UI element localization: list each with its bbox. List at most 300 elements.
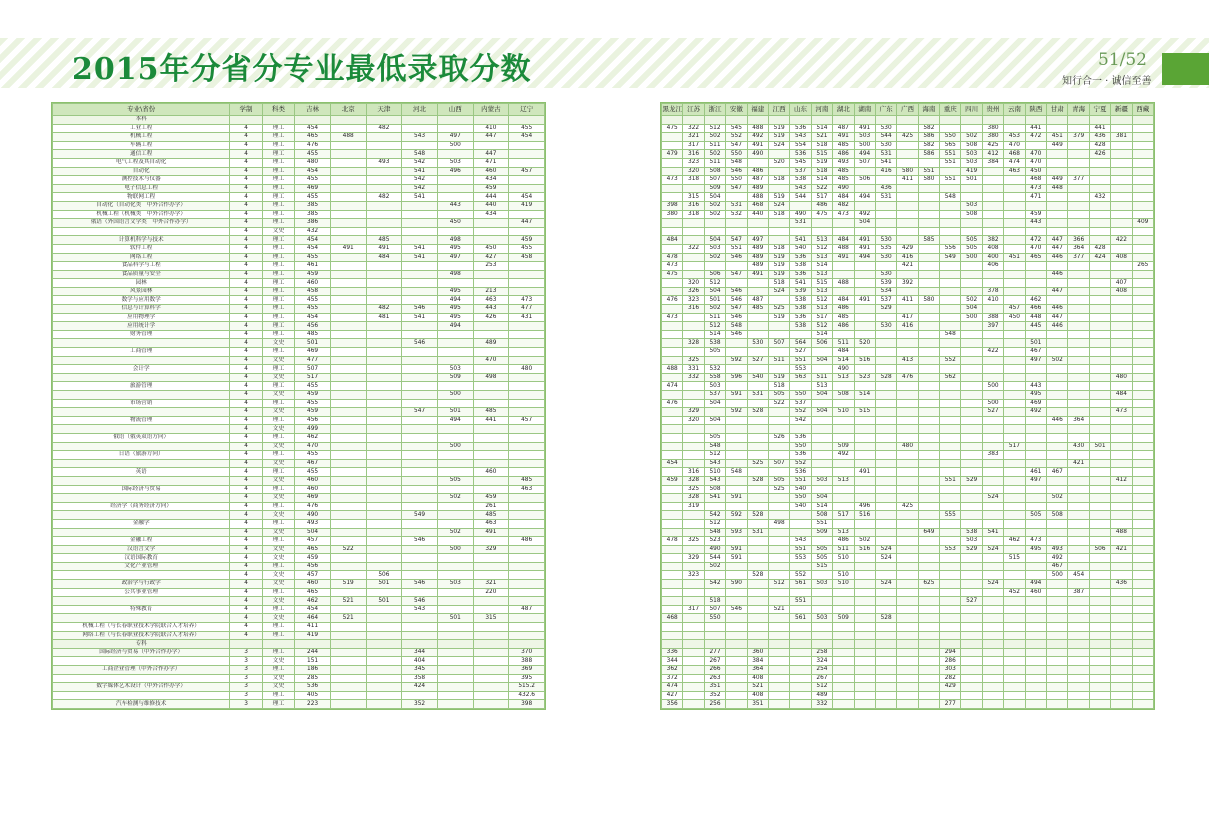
score-cell: 547 [726,184,747,193]
score-cell [918,244,939,253]
score-cell: 409 [1132,219,1153,228]
score-cell [330,511,366,520]
score-cell [897,236,918,245]
score-cell: 500 [982,399,1003,408]
score-cell [833,631,854,640]
score-cell [982,193,1003,202]
score-cell [509,580,545,589]
score-cell: 502 [437,494,473,503]
score-cell [1089,305,1110,314]
score-cell [1025,116,1046,125]
score-cell [330,124,366,133]
score-cell: 591 [726,545,747,554]
score-cell: 436 [875,184,896,193]
score-cell [662,116,683,125]
score-cell [509,141,545,150]
score-cell: 362 [662,666,683,675]
score-cell [833,640,854,649]
score-cell [897,124,918,133]
score-cell [402,365,438,374]
score-cell [402,468,438,477]
major-name-cell: 政治学与行政学 [53,580,230,589]
score-cell: 459 [295,391,331,400]
score-cell [875,210,896,219]
score-cell: 4 [230,485,262,494]
score-cell: 542 [402,176,438,185]
score-cell: 491 [833,133,854,142]
score-cell [833,691,854,700]
score-cell [982,657,1003,666]
score-cell: 543 [790,133,811,142]
score-cell [940,236,961,245]
score-cell: 406 [982,262,1003,271]
score-cell: 理工 [262,382,294,391]
score-cell: 502 [704,305,725,314]
score-cell [897,519,918,528]
score-cell [473,365,509,374]
score-cell [961,408,982,417]
table-row [53,425,545,434]
score-cell [509,433,545,442]
table-row [53,287,545,296]
score-cell [704,116,725,125]
score-cell: 529 [875,305,896,314]
score-cell [854,416,875,425]
score-cell [1132,227,1153,236]
score-cell [897,631,918,640]
score-cell: 499 [295,425,331,434]
score-cell: 512 [704,519,725,528]
score-cell [1068,562,1089,571]
score-cell: 4 [230,476,262,485]
score-cell: 490 [833,365,854,374]
score-cell [473,571,509,580]
score-cell: 482 [833,201,854,210]
score-cell [662,408,683,417]
score-cell [982,416,1003,425]
score-cell: 550 [790,494,811,503]
score-cell [1132,459,1153,468]
score-cell: 503 [961,150,982,159]
score-cell: 理工 [262,605,294,614]
score-cell [961,502,982,511]
score-cell [1025,528,1046,537]
score-cell: 4 [230,391,262,400]
score-cell [918,691,939,700]
score-cell [897,657,918,666]
score-cell: 485 [833,313,854,322]
score-cell: 505 [704,433,725,442]
score-cell [918,184,939,193]
score-cell [918,348,939,357]
score-cell [366,150,402,159]
score-cell [897,674,918,683]
score-cell [1111,141,1132,150]
column-header: 辽宁 [509,104,545,116]
score-cell: 436 [1089,133,1110,142]
score-cell: 561 [790,614,811,623]
score-cell: 文史 [262,476,294,485]
score-cell [1025,330,1046,339]
score-cell [854,116,875,125]
score-cell: 理工 [262,236,294,245]
table-row [662,201,1154,210]
score-cell [1111,657,1132,666]
score-cell: 323 [683,158,704,167]
score-cell: 504 [854,219,875,228]
score-cell: 550 [940,133,961,142]
score-cell [940,339,961,348]
table-row [662,537,1154,546]
score-cell [683,451,704,460]
score-cell: 文史 [262,674,294,683]
score-cell [1025,657,1046,666]
score-cell: 理工 [262,305,294,314]
score-cell: 546 [402,580,438,589]
major-name-cell [53,571,230,580]
score-cell [940,287,961,296]
score-cell [1068,554,1089,563]
score-cell [366,365,402,374]
score-cell [854,580,875,589]
score-cell [1004,287,1025,296]
table-row [53,133,545,142]
score-cell: 398 [662,201,683,210]
score-cell: 473 [833,210,854,219]
score-cell [961,322,982,331]
score-cell [473,666,509,675]
table-row [53,348,545,357]
score-cell [811,571,832,580]
score-cell: 4 [230,236,262,245]
score-cell: 364 [747,666,768,675]
score-cell [768,528,789,537]
score-cell [1004,399,1025,408]
score-cell [918,562,939,571]
score-cell [854,399,875,408]
score-cell: 528 [747,408,768,417]
score-cell: 478 [662,253,683,262]
score-cell [768,614,789,623]
score-cell: 491 [747,270,768,279]
score-cell: 429 [940,683,961,692]
score-cell [982,674,1003,683]
score-cell [1047,167,1068,176]
score-cell [1004,330,1025,339]
score-cell [854,640,875,649]
score-cell [1111,537,1132,546]
score-cell [509,468,545,477]
score-cell: 472 [1025,133,1046,142]
score-cell [768,502,789,511]
score-cell: 448 [1047,184,1068,193]
score-cell [918,519,939,528]
score-cell [982,305,1003,314]
score-cell: 522 [330,545,366,554]
score-cell [747,227,768,236]
score-cell: 4 [230,150,262,159]
major-name-cell: 英语 [53,468,230,477]
score-cell [875,674,896,683]
score-cell [473,537,509,546]
score-cell [1004,648,1025,657]
table-row [53,193,545,202]
score-cell: 521 [811,133,832,142]
score-cell: 546 [726,167,747,176]
score-cell: 454 [509,193,545,202]
score-cell [982,270,1003,279]
score-cell [509,399,545,408]
score-cell [1132,116,1153,125]
score-cell [1089,313,1110,322]
score-cell: 465 [295,545,331,554]
score-cell [1089,348,1110,357]
score-cell [262,116,294,125]
score-cell [437,399,473,408]
score-cell: 519 [768,270,789,279]
table-row [662,227,1154,236]
score-cell [1004,124,1025,133]
score-cell: 理工 [262,623,294,632]
score-cell [768,219,789,228]
score-cell: 496 [854,502,875,511]
score-cell [1111,210,1132,219]
score-cell [1025,597,1046,606]
score-cell: 476 [662,296,683,305]
score-cell: 528 [747,476,768,485]
table-row [53,167,545,176]
score-cell: 500 [1047,571,1068,580]
score-cell [683,528,704,537]
score-cell: 519 [330,580,366,589]
score-cell: 320 [683,279,704,288]
score-cell: 546 [402,339,438,348]
score-cell: 447 [473,133,509,142]
score-cell [437,648,473,657]
score-cell [768,588,789,597]
score-cell: 454 [295,236,331,245]
score-cell [1111,382,1132,391]
score-cell [1068,270,1089,279]
score-cell [790,382,811,391]
score-cell: 586 [918,133,939,142]
score-cell: 513 [833,476,854,485]
table-row [662,219,1154,228]
score-cell [1132,519,1153,528]
score-cell: 4 [230,597,262,606]
score-cell: 462 [1025,296,1046,305]
score-cell: 4 [230,459,262,468]
score-cell [1089,511,1110,520]
score-cell [1047,399,1068,408]
score-cell [402,425,438,434]
score-cell [1132,640,1153,649]
score-cell [473,442,509,451]
score-cell [854,476,875,485]
score-cell [918,210,939,219]
score-cell [1004,640,1025,649]
score-cell: 447 [1047,313,1068,322]
score-cell [726,459,747,468]
score-cell [918,545,939,554]
major-name-cell: 自动化 [53,167,230,176]
score-cell [437,184,473,193]
score-cell [1004,623,1025,632]
score-cell [662,554,683,563]
score-cell [961,519,982,528]
score-cell [833,666,854,675]
score-cell [330,296,366,305]
score-cell: 444 [473,193,509,202]
score-cell [854,614,875,623]
score-cell: 518 [768,176,789,185]
score-cell [1025,631,1046,640]
score-cell [961,219,982,228]
score-cell [854,270,875,279]
score-cell: 4 [230,519,262,528]
score-cell: 416 [875,167,896,176]
score-cell: 400 [982,253,1003,262]
score-cell: 504 [295,528,331,537]
score-cell [402,330,438,339]
table-row [53,244,545,253]
column-header: 西藏 [1132,104,1153,116]
score-cell [918,339,939,348]
score-cell [1047,623,1068,632]
major-name-cell [53,476,230,485]
score-cell [790,201,811,210]
score-cell [726,597,747,606]
score-cell [982,459,1003,468]
score-cell [918,571,939,580]
score-cell [437,511,473,520]
score-cell: 理工 [262,141,294,150]
score-cell: 561 [790,580,811,589]
score-cell: 582 [918,141,939,150]
score-cell: 463 [509,485,545,494]
score-cell [1047,614,1068,623]
table-row [662,313,1154,322]
score-cell [1111,614,1132,623]
score-cell [918,468,939,477]
score-cell: 541 [402,244,438,253]
table-row [53,537,545,546]
score-cell: 502 [704,133,725,142]
score-cell [875,408,896,417]
score-cell [811,640,832,649]
score-cell [1068,287,1089,296]
score-cell [1132,537,1153,546]
score-cell [330,623,366,632]
table-row [53,451,545,460]
score-cell: 4 [230,296,262,305]
score-cell: 503 [437,580,473,589]
score-cell: 321 [683,133,704,142]
score-cell [1025,571,1046,580]
score-cell [437,691,473,700]
score-cell [1047,193,1068,202]
score-cell: 文史 [262,528,294,537]
score-cell: 369 [509,666,545,675]
score-cell: 370 [509,648,545,657]
table-row [53,631,545,640]
score-cell [747,605,768,614]
score-cell [833,648,854,657]
score-cell [961,339,982,348]
score-cell: 4 [230,631,262,640]
score-cell [1089,210,1110,219]
score-cell [726,502,747,511]
score-cell [704,623,725,632]
score-cell: 450 [1025,167,1046,176]
score-cell [1111,700,1132,709]
score-cell [1025,562,1046,571]
score-cell [1068,451,1089,460]
score-cell: 488 [833,279,854,288]
score-cell: 527 [790,348,811,357]
score-cell [918,674,939,683]
score-cell [366,494,402,503]
score-cell: 550 [726,150,747,159]
score-cell [897,468,918,477]
score-cell [402,382,438,391]
score-cell [875,365,896,374]
score-cell [790,691,811,700]
score-cell [366,296,402,305]
score-cell: 477 [509,305,545,314]
score-cell [811,623,832,632]
score-cell [473,270,509,279]
score-cell: 文史 [262,683,294,692]
score-cell: 506 [811,339,832,348]
score-cell: 538 [790,262,811,271]
score-cell: 454 [295,167,331,176]
score-cell: 489 [747,262,768,271]
score-cell: 468 [662,614,683,623]
score-cell: 502 [704,562,725,571]
score-cell [1111,262,1132,271]
score-cell [1004,691,1025,700]
score-cell [747,519,768,528]
score-cell: 485 [833,176,854,185]
score-cell: 509 [437,373,473,382]
score-cell [897,408,918,417]
table-row [662,133,1154,142]
score-cell: 352 [402,700,438,709]
score-cell: 487 [509,605,545,614]
score-cell [833,674,854,683]
score-cell [854,167,875,176]
major-name-cell: 工商企业管理（中外合作办学） [53,666,230,675]
score-cell: 543 [402,605,438,614]
major-name-cell: 财务管理 [53,330,230,339]
score-cell [854,700,875,709]
score-cell: 504 [811,391,832,400]
score-cell: 490 [704,545,725,554]
score-cell [509,373,545,382]
score-cell: 266 [704,666,725,675]
score-cell: 4 [230,494,262,503]
score-cell [854,365,875,374]
score-cell: 523 [704,537,725,546]
score-cell [330,348,366,357]
score-cell [1132,184,1153,193]
score-cell [1068,433,1089,442]
score-cell: 352 [704,691,725,700]
score-cell [875,588,896,597]
score-cell [726,683,747,692]
score-cell [747,631,768,640]
